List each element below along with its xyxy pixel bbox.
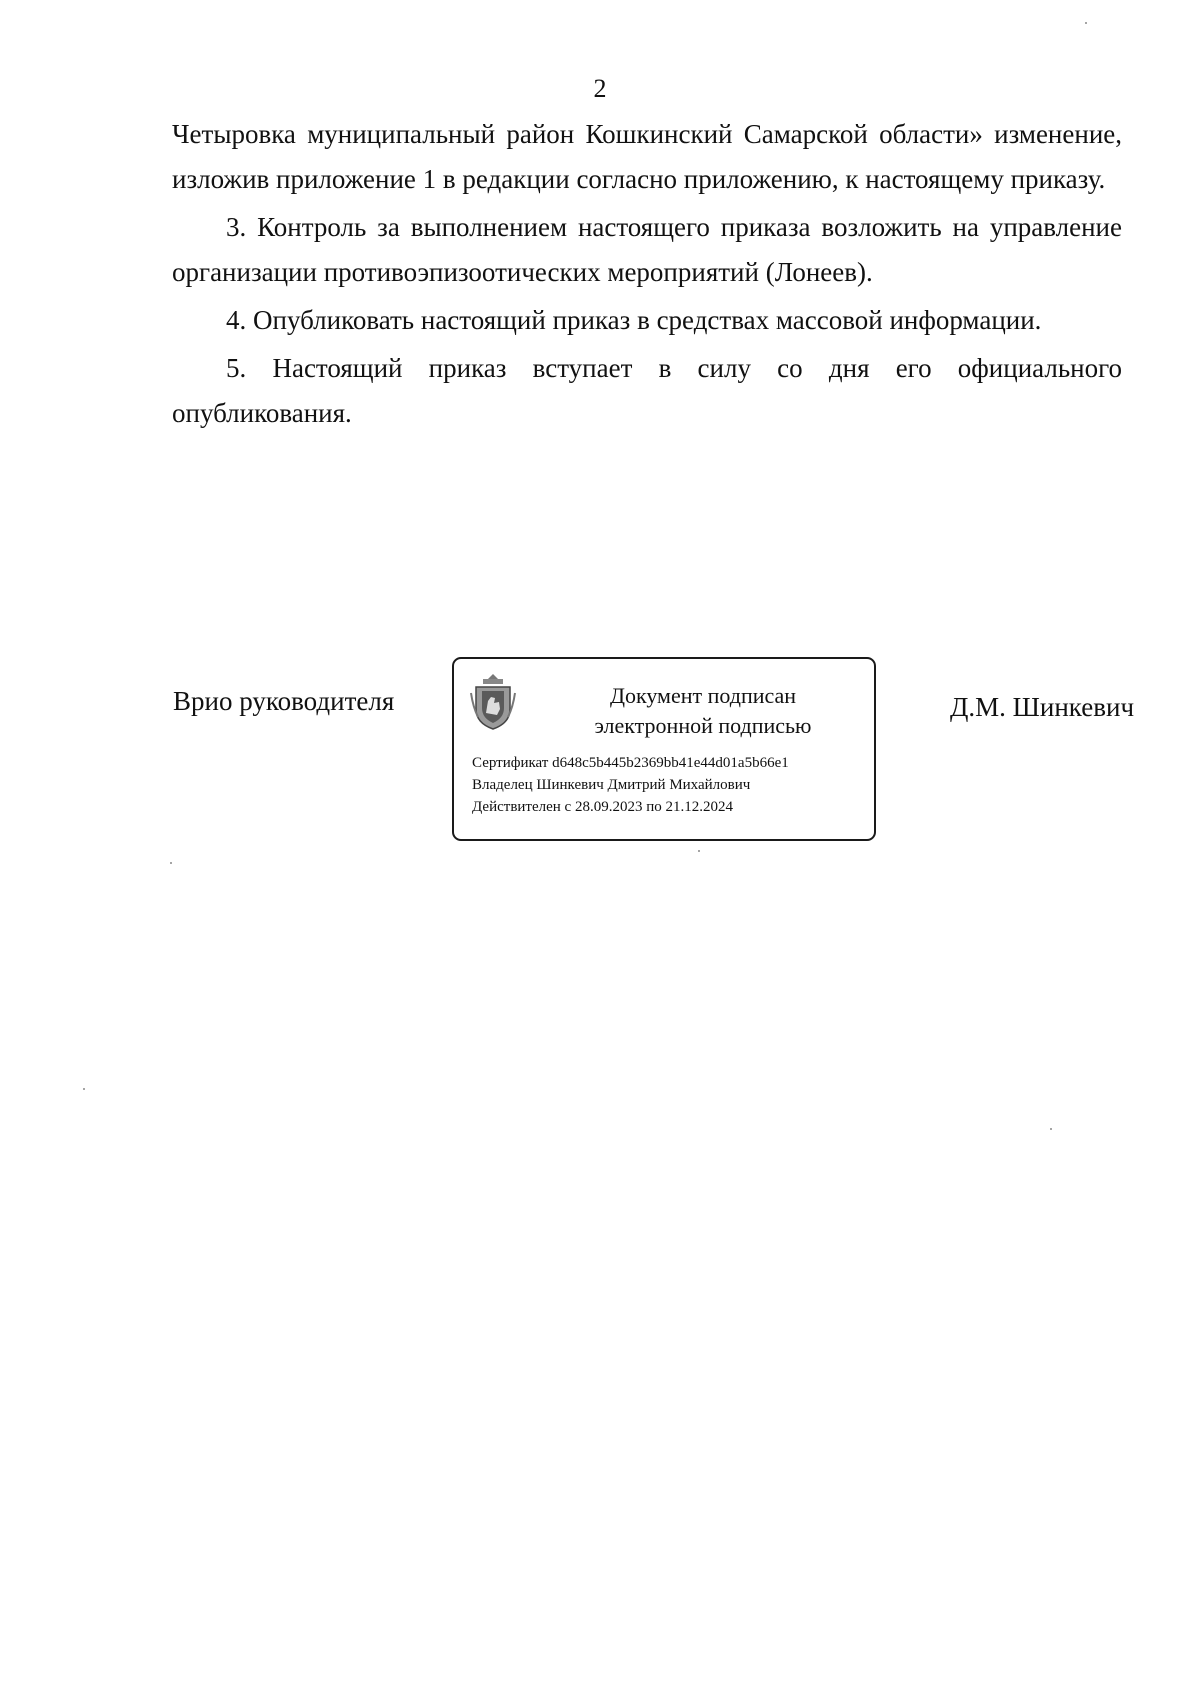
- paragraph-item-4: 4. Опубликовать настоящий приказ в средствах массовой информации.: [226, 305, 1042, 335]
- signer-name: Д.М. Шинкевич: [950, 692, 1135, 722]
- stamp-details: [472, 752, 868, 818]
- coat-of-arms-icon: [470, 673, 516, 731]
- page-number: 2: [593, 74, 607, 103]
- document-body: [172, 112, 1122, 436]
- scan-speck: [1050, 1128, 1052, 1130]
- scan-speck: [698, 850, 700, 852]
- scan-speck: [1085, 22, 1087, 24]
- scan-speck: [83, 1088, 85, 1090]
- stamp-validity: Действителен с 28.09.2023 по 21.12.2024: [472, 799, 733, 815]
- electronic-signature-stamp: [452, 657, 876, 841]
- stamp-heading-line-2: электронной подписью: [594, 713, 812, 738]
- paragraph-item-3: 3. Контроль за выполнением настоящего приказа возложить на управление организации противоэпизоотических мероприятий (Лонеев).: [172, 212, 1122, 287]
- stamp-certificate: Сертификат d648c5b445b2369bb41e44d01a5b66e1: [472, 755, 789, 771]
- stamp-owner: Владелец Шинкевич Дмитрий Михайлович: [472, 777, 751, 793]
- paragraph-continuation: Четыровка муниципальный район Кошкинский Самарской области» изменение, изложив приложение 1 в редакции согласно приложению, к настоящему приказу.: [172, 119, 1122, 194]
- scan-speck: [170, 862, 172, 864]
- stamp-heading: [544, 681, 862, 741]
- paragraph-item-5: 5. Настоящий приказ вступает в силу со дня его официального опубликования.: [172, 353, 1122, 428]
- stamp-heading-line-1: Документ подписан: [609, 683, 797, 708]
- signer-position: Врио руководителя: [173, 686, 395, 716]
